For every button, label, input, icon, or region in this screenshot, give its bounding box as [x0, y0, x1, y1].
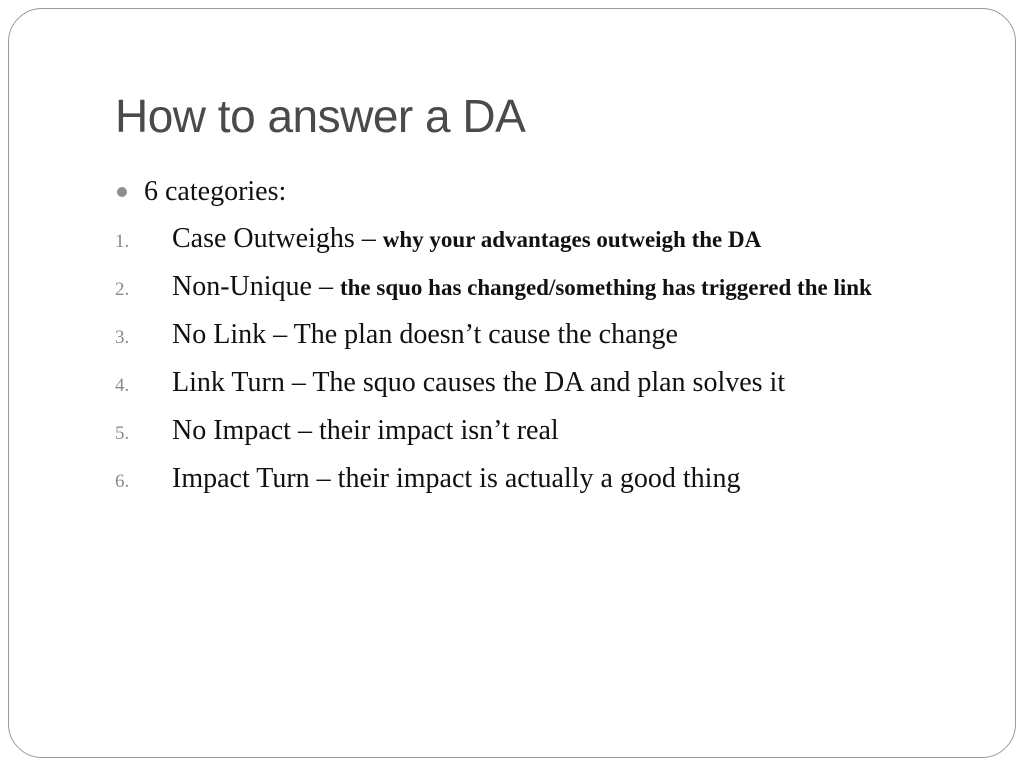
slide-body [115, 175, 955, 510]
list-number: 6. [115, 471, 130, 492]
slide-frame [8, 8, 1016, 758]
list-number: 5. [115, 423, 130, 444]
list-item [115, 462, 955, 496]
list-item-text: Non-Unique – [172, 271, 340, 302]
list-number: 4. [115, 375, 130, 396]
list-item-text: Case Outweighs – [172, 223, 383, 254]
list-item [115, 414, 955, 448]
list-number: 3. [115, 327, 130, 348]
slide-title: How to answer a DA [115, 90, 526, 142]
list-item [115, 222, 955, 256]
list-item [115, 318, 955, 352]
list-item-text: Link Turn – The squo causes the DA and plan solves it [172, 367, 786, 398]
list-item [115, 270, 955, 304]
list-item-text: No Link – The plan doesn’t cause the change [172, 319, 678, 350]
list-item-emphasis: the squo has changed/something has triggered the link [339, 275, 872, 300]
list-item-text: Impact Turn – their impact is actually a good thing [172, 463, 741, 494]
bullet-item [115, 175, 955, 209]
list-item-text: No Impact – their impact isn’t real [172, 415, 559, 446]
list-item [115, 366, 955, 400]
list-number: 1. [115, 231, 130, 252]
bullet-dot-icon [117, 187, 127, 197]
list-item-emphasis: why your advantages outweigh the DA [382, 227, 762, 252]
list-number: 2. [115, 279, 130, 300]
bullet-text: 6 categories: [144, 176, 287, 207]
